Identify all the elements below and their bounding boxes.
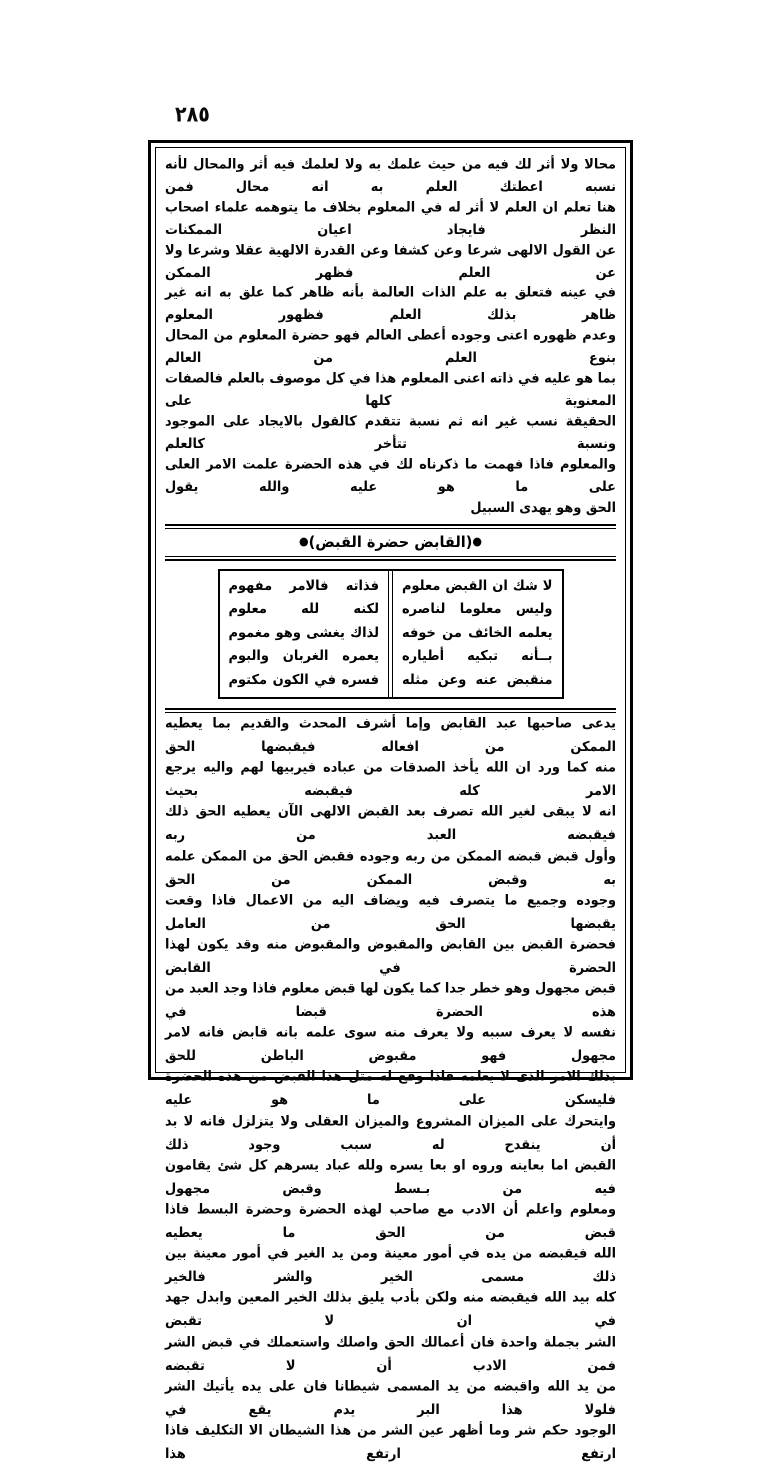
prose-top-line: هنا تعلم ان العلم لا أثر له في المعلوم بخلاف ما يتوهمه علماء اصحاب النظر فايجاد اعيان الممكنات: [165, 199, 616, 239]
prose-bottom-line: فحضرة القبض بين القابض والمقبوض والمقبوض منه وقد يكون لهذا الحضرة في القابض: [165, 936, 616, 977]
verse-hemistich: فذاته فالامر مفهوم: [228, 578, 379, 595]
prose-bottom-line: منه كما ورد ان الله يأخذ الصدقات من عباده فيربيها لهم واليه يرجع الامر كله فيقبضه بحيث: [165, 759, 616, 800]
page-number: ٢٨٥: [175, 101, 210, 127]
prose-top-line: محالا ولا أثر لك فيه من حيث علمك به ولا لعلمك فيه أثر والمحال لأنه نسبه اعطتك العلم به انه محال فمن: [165, 156, 616, 196]
verse-hemistich: فسره في الكون مكتوم: [228, 672, 379, 688]
prose-bottom-line: القبض اما بعاينه وروه او بعا يسره ولله عباد يسرهم كل شئ يقامون فيه من بـسط وقبض مجهول: [165, 1157, 616, 1197]
verse-hemistich: بــأنه تبكيه أطياره: [402, 648, 553, 665]
verse-hemistich: لا شك ان القبض معلوم: [402, 578, 553, 595]
ornament-dot-icon: ●: [472, 534, 482, 549]
verse-hemistich: لذاك يغشى وهو مغموم: [228, 625, 379, 642]
verse-table: [218, 569, 564, 699]
prose-top-last-line: الحق وهو يهدى السبيل: [470, 500, 616, 516]
prose-top-line: والمعلوم فاذا فهمت ما ذكرناه لك في هذه الحضرة علمت الامر العلى على ما هو عليه والله يقول: [165, 456, 616, 496]
verse-hemistich: يعلمه الخائف من خوفه: [402, 625, 553, 642]
section-heading-title: (القابض حضرة القبض): [308, 534, 473, 552]
verse-column-left: [220, 571, 390, 697]
prose-bottom-line: الشر بجملة واحدة فان أعمالك الحق واصلك واستعملك في قبض الشر فمن الادب أن لا تقبضه: [165, 1334, 616, 1374]
prose-bottom-line: الوجود حكم شر وما أظهر عين الشر من هذا الشيطان الا التكليف فاذا ارتفع ارتفع هذا: [165, 1422, 616, 1463]
prose-bottom-line: وأول قبض قبضه الممكن من ربه وجوده فقبض الحق من الممكن علمه به وقبض الممكن من الحق: [165, 848, 616, 888]
prose-bottom-line: وجوده وجميع ما يتصرف فيه ويضاف اليه من الاعمال فاذا وقعت يقبضها الحق من العامل: [165, 892, 616, 932]
text-frame-border: [148, 140, 633, 1463]
verse-hemistich: وليس معلوما لناصره: [402, 601, 553, 618]
prose-top-line: في عينه فتعلق به علم الذات العالمة بأنه ظاهر كما علق به انه غير ظاهر بذلك العلم فظهور المعلوم: [165, 285, 616, 324]
prose-bottom-line: الله فيقبضه من يده في أمور معينة ومن يد الغير في أمور معينة بين ذلك مسمى الخير والشر فالخير: [165, 1246, 616, 1286]
section-heading: [165, 525, 616, 560]
ornament-dot-icon: ●: [299, 534, 309, 549]
prose-bottom-line: وايتحرك على الميزان المشروع والميزان العقلى ولا يتزلزل فانه لا بد أن ينقدح له سبب وجود ذلك: [165, 1113, 616, 1153]
prose-bottom-line: من يد الله واقبضه من يد المسمى شيطانا فان على يده يأتيك الشر فلولا هذا البر يدم يقع في: [165, 1378, 616, 1418]
prose-bottom-line: بذلك الامر الذى لا يعلمه فاذا وقع له مثل هذا القبض من هذه الحضرة فليسكن على ما هو عليه: [165, 1069, 616, 1109]
prose-bottom-line: ومعلوم واعلم أن الادب مع صاحب لهذه الحضرة وحضرة البسط فاذا قبض من الحق ما يعطيه: [165, 1201, 616, 1242]
verse-hemistich: لكنه لله معلوم: [228, 601, 379, 618]
verse-hemistich: منقبض عنه وعن مثله: [402, 672, 553, 688]
prose-bottom-line: انه لا يبقى لغير الله تصرف بعد القبض الالهى الآن يعطيه الحق ذلك فيقبضه العبد من ربه: [165, 804, 616, 844]
prose-bottom-line: قبض مجهول وهو خطر جدا كما يكون لها قبض معلوم فاذا وجد العبد من هذه الحضرة قبضا في: [165, 980, 616, 1021]
text-frame-inner: [155, 147, 626, 1463]
verse-hemistich: يعمره الغربان والبوم: [228, 648, 379, 665]
prose-top-line: الحقيقة نسب غير انه ثم نسبة تتقدم كالقول بالايجاد على الموجود ونسبة تتأخر كالعلم: [165, 413, 616, 453]
prose-top-line: عن القول الالهى شرعا وعن كشفا وعن القدرة الالهية عقلا وشرعا ولا عن العلم فظهر الممكن: [165, 242, 616, 282]
section-heading-band: [165, 524, 616, 561]
prose-bottom-line: يدعى صاحبها عبد القابض وإما أشرف المحدث والقديم بما يعطيه الممكن من افعاله فيقبضها الحق: [165, 715, 616, 756]
prose-paragraph-bottom: [165, 708, 616, 1465]
verse-column-right: [392, 571, 562, 697]
prose-paragraph-top: [165, 155, 616, 519]
prose-top-line: وعدم ظهوره اعنى وجوده أعطى العالم فهو حضرة المعلوم من المحال بنوع العلم من العالم: [165, 328, 616, 367]
prose-bottom-line: كله بيد الله فيقبضه منه ولكن بأدب يليق بذلك الخير المعين وابدل جهد في ان لا تقبض: [165, 1290, 616, 1330]
prose-top-line: بما هو عليه في ذاته اعنى المعلوم هذا في كل موصوف بالعلم فالصفات المعنوية كلها على: [165, 370, 616, 410]
prose-bottom-line: نفسه لا يعرف سببه ولا يعرف منه سوى علمه بانه قابض فانه لامر مجهول فهو مقبوض الباطن للحق: [165, 1025, 616, 1065]
